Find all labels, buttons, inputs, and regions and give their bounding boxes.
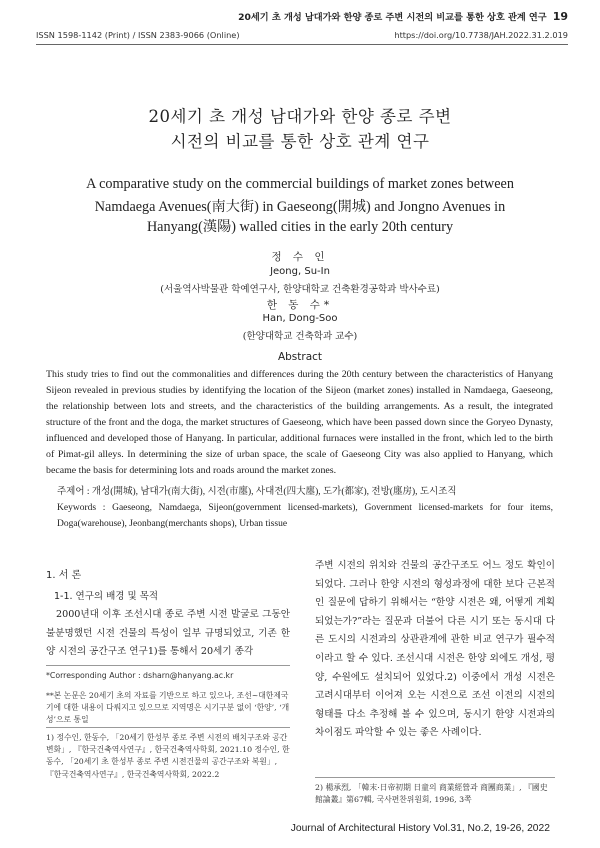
keywords-kr (57, 485, 553, 501)
keywords-en (57, 501, 553, 532)
footnote-1: 1) 정수인, 한동수, 「20세기 한성부 종로 주변 시전의 배치구조와 공간 변화」, 『한국건축역사연구』, 한국건축역사학회, 2021.10 정수인, 한동수, 「20세기 초 한성부 종로 주변 시전건물의 공간구조와 복원」, 『한국건축역사연구』, 한국건축역사학회, 2022.2 (46, 733, 290, 779)
header-rule (36, 44, 568, 45)
section-heading: 1. 서 론 (46, 570, 82, 581)
title-en-line2: Namdaega Avenues(南大街) in Gaeseong(開城) and Jongno Avenues in (94, 199, 506, 215)
footnote-rule-left-2 (46, 727, 290, 728)
doi-link[interactable]: https://doi.org/10.7738/JAH.2022.31.2.019 (394, 30, 568, 40)
author2-name-en: Han, Dong-Soo (262, 313, 338, 324)
keywords-en-text: Gaeseong, Namdaega, Sijeon(government licensed-markets), Government licensed-markets for four items, Doga(warehouse), Jeonbang(merchants shops), Urban tissue (57, 503, 553, 529)
left-paragraph: 2000년대 이후 조선시대 종로 주변 시전 발굴로 그동안 불분명했던 시전 건물의 특성이 일부 규명되었고, 기존 한양 시전의 공간구조 연구1)를 통해서 20세기 종각 (46, 609, 290, 658)
author1-affiliation: (서울역사박물관 학예연구사, 한양대학교 건축환경공학과 박사수료) (160, 284, 440, 295)
author2-name-kr: 한 동 수* (266, 299, 334, 311)
keywords-en-label: Keywords : (57, 503, 106, 513)
abstract-heading: Abstract (277, 351, 323, 363)
footnote-rule-right (315, 777, 555, 778)
author1-name-kr: 정 수 인 (271, 251, 329, 263)
title-en-line1: A comparative study on the commercial buildings of market zones between (86, 176, 514, 192)
author1-name-en: Jeong, Su-In (270, 266, 330, 277)
running-title: 20세기 초 개성 남대가와 한양 종로 주변 시전의 비교를 통한 상호 관계 연구 (238, 12, 547, 23)
title-kr-line1: 20세기 초 개성 남대가와 한양 종로 주변 (148, 107, 452, 126)
running-head (238, 9, 568, 23)
journal-footer: Journal of Architectural History Vol.31, No.2, 19-26, 2022 (290, 823, 550, 834)
issn: ISSN 1598-1142 (Print) / ISSN 2383-9066 (Online) (36, 30, 240, 40)
footnote-star: **본 논문은 20세기 초의 자료를 기반으로 하고 있으나, 조선~대한제국기에 대한 내용이 다뤄지고 있으므로 지역명은 시기구분 없이 ‘한양’, ‘개성’으로 통일 (46, 691, 290, 725)
title-kr-line2: 시전의 비교를 통한 상호 관계 연구 (170, 132, 430, 151)
page-number: 19 (552, 10, 568, 23)
subsection-heading: 1-1. 연구의 배경 및 목적 (54, 591, 159, 602)
keywords-kr-label: 주제어 : (57, 487, 90, 497)
title-en-line3: Hanyang(漢陽) walled cities in the early 20th century (146, 219, 454, 235)
footnote-2: 2) 楊承烈, 「韓末·日帝初期 日童의 商業經營과 商團商業」, 『國史館論叢』第67輯, 국사편찬위원회, 1996, 3쪽 (315, 783, 548, 805)
keywords-kr-text: 개성(開城), 남대가(南大街), 시전(市廛), 사대전(四大廛), 도가(都家), 전방(廛房), 도시조직 (91, 487, 457, 497)
abstract-text: This study tries to find out the commonalities and differences during the 20th century between the characteristics of Hanyang Sijeon revealed in previous studies by identifying the location of the Sijeon (market zones) installed in Namdaega, Gaeseong, the relationship between lots and streets, and the characteristics of the building arrangements. As a result, the integrated structure of the front and the doga, the market structures of Gaeseong, which have been passed down since the Goryeo Dynasty, influenced and developed those of Hanyang. In particular, additional furnaces were installed in the front, which led to the birth of Pimat-gil alleys. In determining the size of urban space, the scale of Gaeseong City was also applied to Hanyang, which became the basis for determining lots and roads around the market zones. (46, 369, 553, 477)
author2-affiliation: (한양대학교 건축학과 교수) (242, 331, 358, 342)
footnote-corresponding: *Corresponding Author : dsharn@hanyang.ac.kr (46, 671, 234, 680)
footnote-rule-left (46, 665, 290, 666)
right-paragraph: 주변 시전의 위치와 건물의 공간구조도 어느 정도 확인이 되었다. 그러나 한양 시전의 형성과정에 대한 보다 근본적인 질문에 답하기 위해서는 “한양 시전은 왜, 어떻게 계획되었는가?”라는 질문과 더불어 다른 시기 또는 동시대 다른 도시의 시전과의 상관관계에 관한 비교 연구가 필수적이라고 할 수 있다. 조선시대 시전은 한양 외에도 개성, 평양, 수원에도 설치되어 있었다.2) 이중에서 개성 시전은 고려시대부터 이어져 오는 시전으로 조선 이전의 시전의 형태를 다소 추정해 볼 수 있으며, 동시기 한양 시전과의 차이점도 파악할 수 있는 좋은 사례이다. (315, 560, 555, 739)
